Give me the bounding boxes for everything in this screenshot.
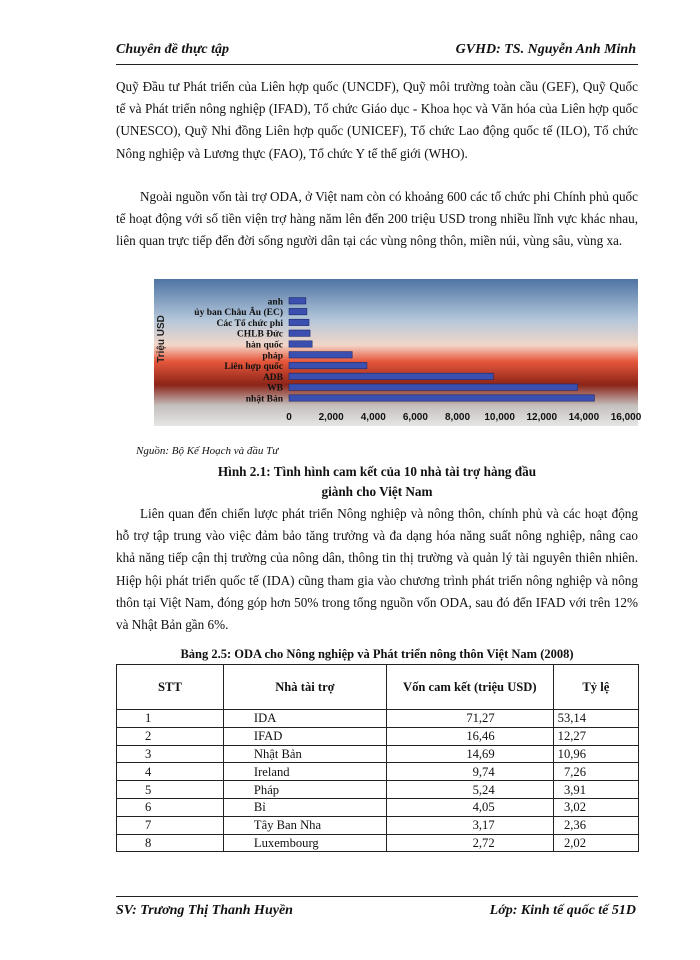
cell-stt: 5 — [117, 781, 224, 799]
table-row — [117, 816, 639, 834]
x-tick-label: 10,000 — [484, 412, 515, 423]
x-tick-label: 16,000 — [610, 412, 642, 423]
paragraph-3: Liên quan đến chiến lược phát triển Nông nghiệp và nông thôn, chính phủ và các hoạt động hỗ trợ tập trung vào việc đảm bảo tăng trưởng và đa dạng hóa năng suất nông nghiệp, nâng cao khả năng tiếp cận thị trường của nông dân, thông tin thị trường và quản lý tài nguyên thiên nhiên. Hiệp hội phát triển quốc tế (IDA) cũng tham gia vào chương trình phát triển nông nghiệp và nông thôn tại Việt Nam, đóng góp hơn 50% trong tổng nguồn vốn ODA, sau đó đến IFAD với trên 12% và Nhật Bản gần 6%. — [116, 506, 638, 633]
x-tick-label: 6,000 — [402, 412, 428, 423]
x-tick-label: 4,000 — [360, 412, 386, 423]
cell-donor: Ireland — [223, 763, 386, 781]
cell-stt: 8 — [117, 834, 224, 852]
footer-left: SV: Trương Thị Thanh Huyền — [116, 903, 293, 918]
cell-donor: Luxembourg — [223, 834, 386, 852]
cell-commitment: 2,72 — [386, 834, 553, 852]
table-caption: Bảng 2.5: ODA cho Nông nghiệp và Phát triển nông thôn Việt Nam (2008) — [180, 647, 574, 661]
cell-commitment: 9,74 — [386, 763, 553, 781]
cell-ratio: 2,36 — [553, 816, 638, 834]
footer-rule — [116, 896, 638, 897]
table-row — [117, 781, 639, 799]
table-row — [117, 745, 639, 763]
bar — [289, 330, 310, 336]
th-stt: STT — [117, 665, 224, 710]
bar — [289, 362, 367, 368]
cell-stt: 2 — [117, 727, 224, 745]
cell-donor: IFAD — [223, 727, 386, 745]
figure-caption — [116, 462, 638, 502]
th-donor: Nhà tài trợ — [223, 665, 386, 710]
category-label: ADB — [262, 372, 283, 383]
chart-svg — [154, 279, 642, 426]
cell-donor: Bỉ — [223, 798, 386, 816]
cell-ratio: 12,27 — [553, 727, 638, 745]
cell-ratio: 3,91 — [553, 781, 638, 799]
cell-ratio: 3,02 — [553, 798, 638, 816]
bar — [289, 308, 307, 314]
x-tick-label: 14,000 — [568, 412, 600, 423]
table-row — [117, 834, 639, 852]
cell-donor: Tây Ban Nha — [223, 816, 386, 834]
donor-bar-chart — [154, 279, 642, 426]
table-row — [117, 727, 639, 745]
x-tick-label: 0 — [286, 412, 292, 423]
x-tick-label: 8,000 — [444, 412, 471, 423]
th-ratio: Tỷ lệ — [553, 665, 638, 710]
cell-commitment: 14,69 — [386, 745, 553, 763]
cell-donor: Pháp — [223, 781, 386, 799]
cell-ratio: 7,26 — [553, 763, 638, 781]
cell-ratio: 10,96 — [553, 745, 638, 763]
bar — [289, 384, 578, 390]
chart-y-title: Triệu USD — [156, 315, 167, 363]
cell-stt: 4 — [117, 763, 224, 781]
bar — [289, 298, 306, 304]
category-label: Liên hợp quốc — [224, 362, 283, 373]
header-left: Chuyên đề thực tập — [116, 42, 230, 57]
footer-right: Lớp: Kinh tế quốc tế 51D — [489, 903, 636, 918]
bar — [289, 395, 594, 401]
chart-background — [154, 279, 638, 426]
category-label: WB — [267, 383, 283, 394]
category-label: Các Tổ chức phi — [216, 318, 283, 329]
cell-ratio: 53,14 — [553, 710, 638, 728]
table-header-row — [117, 665, 639, 710]
cell-commitment: 71,27 — [386, 710, 553, 728]
paragraph-1: Quỹ Đầu tư Phát triển của Liên hợp quốc (UNCDF), Quỹ môi trường toàn cầu (GEF), Quỹ Quốc tế và Phát triển nông nghiệp (IFAD), Tổ chức Giáo dục - Khoa học và Văn hóa của Liên hợp quốc (UNESCO), Quỹ Nhi đồng Liên hợp quốc (UNICEF), Tổ chức Lao động quốc tế (ILO), Tổ chức Nông nghiệp và Lương thực (FAO), Tổ chức Y tế thế giới (WHO). — [116, 79, 638, 161]
x-tick-label: 12,000 — [526, 412, 558, 423]
header-rule — [116, 64, 638, 65]
cell-donor: Nhật Bản — [223, 745, 386, 763]
cell-commitment: 5,24 — [386, 781, 553, 799]
x-tick-label: 2,000 — [318, 412, 344, 423]
category-label: anh — [267, 297, 283, 308]
table-row — [117, 798, 639, 816]
cell-stt: 1 — [117, 710, 224, 728]
cell-ratio: 2,02 — [553, 834, 638, 852]
header-right: GVHD: TS. Nguyễn Anh Minh — [455, 42, 636, 57]
cell-stt: 3 — [117, 745, 224, 763]
bar — [289, 341, 312, 347]
cell-stt: 7 — [117, 816, 224, 834]
category-label: pháp — [262, 351, 283, 362]
category-label: hàn quốc — [245, 340, 283, 351]
cell-commitment: 16,46 — [386, 727, 553, 745]
th-commitment: Vốn cam kết (triệu USD) — [386, 665, 553, 710]
chart-source: Nguồn: Bộ Kế Hoạch và đầu Tư — [136, 445, 279, 457]
oda-table — [116, 664, 639, 852]
bar — [289, 373, 493, 379]
table-row — [117, 710, 639, 728]
cell-stt: 6 — [117, 798, 224, 816]
category-label: CHLB Đức — [236, 329, 283, 340]
table-row — [117, 763, 639, 781]
category-label: ủy ban Châu Âu (EC) — [194, 308, 283, 319]
figure-caption-line1: Hình 2.1: Tình hình cam kết của 10 nhà tài trợ hàng đầu — [217, 464, 537, 479]
category-label: nhật Bản — [245, 394, 283, 405]
cell-donor: IDA — [223, 710, 386, 728]
cell-commitment: 4,05 — [386, 798, 553, 816]
cell-commitment: 3,17 — [386, 816, 553, 834]
bar — [289, 352, 352, 358]
bar — [289, 319, 309, 325]
paragraph-2: Ngoài nguồn vốn tài trợ ODA, ở Việt nam còn có khoảng 600 các tổ chức phi Chính phủ quốc tế hoạt động với số tiền viện trợ hàng năm lên đến 200 triệu USD trong nhiều lĩnh vực khác nhau, liên quan trực tiếp đến đời sống người dân tại các vùng nông thôn, miền núi, vùng sâu, vùng xa. — [116, 189, 638, 249]
figure-caption-line2: giành cho Việt Nam — [321, 484, 433, 499]
